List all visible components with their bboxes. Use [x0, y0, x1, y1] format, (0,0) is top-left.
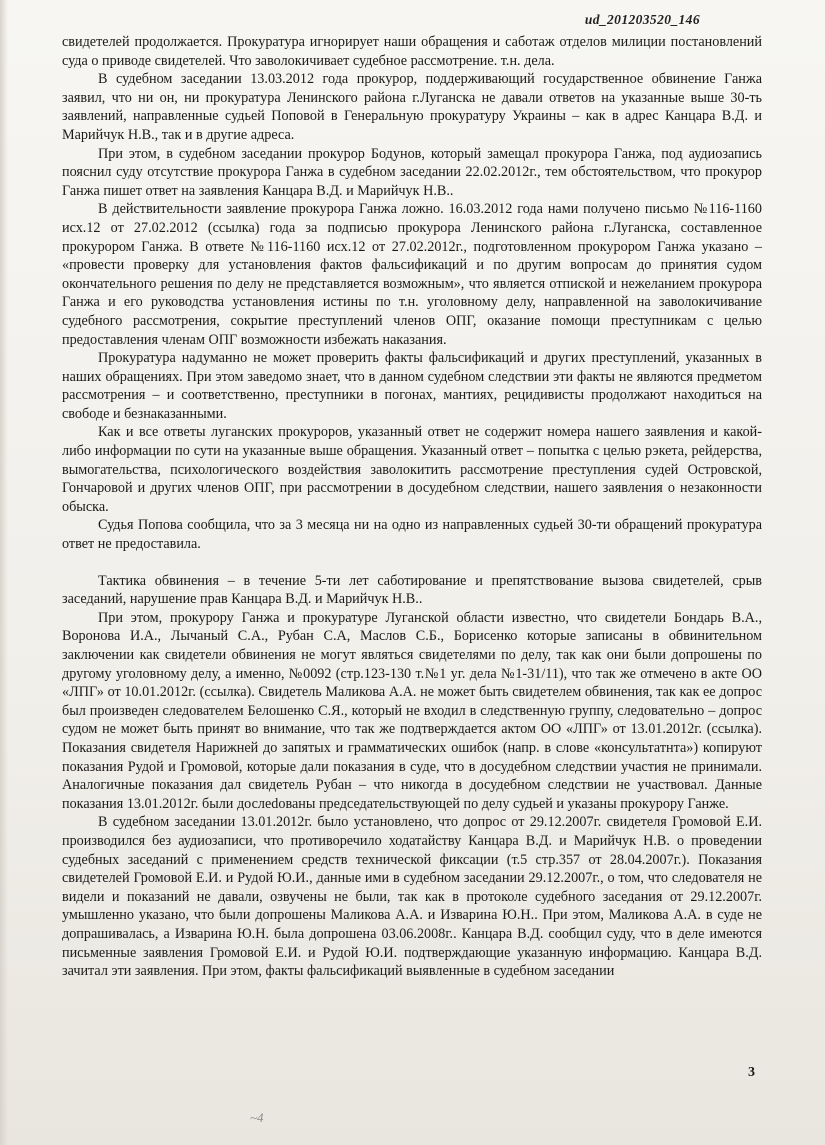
handwritten-mark: ~4	[250, 1110, 264, 1125]
paragraph: В судебном заседании 13.03.2012 года прокурор, поддерживающий государственное обвинение Ганжа заявил, что ни он, ни прокуратура Ленинского района г.Луганска не давали ответов на указанные выше 30-ть заявлений, направленные судьей Поповой в Генеральную прокуратуру Украины – как в адрес Канцара В.Д. и Марийчук Н.В., так и в другие адреса.	[62, 71, 762, 143]
paragraph: Судья Попова сообщила, что за 3 месяца ни на одно из направленных судьей 30-ти обращений прокуратура ответ не предоставила.	[62, 517, 762, 553]
scan-edge-shadow	[0, 0, 8, 1145]
paragraph: При этом, в судебном заседании прокурор Бодунов, который замещал прокурора Ганжа, под аудиозапись пояснил суду отсутствие прокурора Ганжа в судебном заседании 22.02.2012г., тем обстоятельством, что прокурор Ганжа пишет ответ на заявления Канцара В.Д. и Марийчук Н.В..	[62, 145, 762, 199]
paragraph: Тактика обвинения – в течение 5-ти лет саботирование и препятствование вызова свидетелей, срыв заседаний, нарушение прав Канцара В.Д. и Марийчук Н.В..	[62, 572, 762, 608]
page-number: 3	[748, 1065, 755, 1080]
paragraph: В судебном заседании 13.01.2012г. было установлено, что допрос от 29.12.2007г. свидетеля Громовой Е.И. производился без аудиозаписи, что противоречило ходатайству Канцара В.Д. и Марийчук Н.В. о проведении судебных заседаний с применением средств технической фиксации (т.5 стр.357 от 28.04.2007г.). Показания свидетелей Громовой Е.И. и Рудой Ю.И., данные ими в судебном заседании 29.12.2007г., о том, что следователя не видели и показаний не давали, озвучены не были, так как в протоколе судебного заседания от 29.12.2007г. умышленно указано, что были допрошены Маликова А.А. и Изварина Ю.Н.. При этом, Маликова А.А. в суде не допрашивалась, а Изварина Ю.Н. была допрошена 03.06.2008г.. Канцара В.Д. сообщил суду, что в деле имеются письменные заявления Громовой Е.И. и Рудой Ю.И. подтверждающие указанную информацию. Канцара В.Д. зачитал эти заявления. При этом, факты фальсификаций выявленные в судебном заседании	[62, 814, 762, 980]
document-body	[62, 33, 762, 981]
paragraph: Прокуратура надуманно не может проверить факты фальсификаций и других преступлений, указанных в наших обращениях. При этом заведомо знает, что в данном судебном следствии эти факты не являются предметом рассмотрения – и соответственно, преступники в погонах, мантиях, рецидивисты продолжают находиться на свободе и безнаказанными.	[62, 350, 762, 422]
paragraph: В действительности заявление прокурора Ганжа ложно. 16.03.2012 года нами получено письмо №116-1160 исх.12 от 27.02.2012 (ссылка) года за подписью прокурора Ленинского района г.Луганска, составленное прокурором Ганжа. В ответе №116-1160 исх.12 от 27.02.2012г., подготовленном прокурором Ганжа указано – «провести проверку для установления фактов фальсификаций и по другим вопросам до принятия судом окончательного решения по делу не представляется возможным», что является отпиской и нежеланием прокурора Ганжа и его руководства установления истины по т.н. уголовному делу, направленной на заволокичивание судебного рассмотрения, сокрытие преступлений членов ОПГ, оказание помощи преступникам с целью предоставления членам ОПГ возможности избежать наказания.	[62, 201, 762, 348]
document-id: ud_201203520_146	[584, 12, 700, 27]
paragraph: свидетелей продолжается. Прокуратура игнорирует наши обращения и саботаж отделов милиции постановлений суда о приводе свидетелей. Что заволокичивает судебное рассмотрение. т.н. дела.	[62, 34, 762, 69]
paragraph: При этом, прокурору Ганжа и прокуратуре Луганской области известно, что свидетели Бондарь В.А., Воронова И.А., Лычаный С.А., Рубан С.А, Маслов С.Б., Борисенко которые записаны в обвинительном заключении как свидетели обвинения не могут являться свидетелями по делу, так как они были допрошены по другому уголовному делу, а именно, №0092 (стр.123-130 т.№1 уг. дела №1-31/11), что так же отмечено в акте ОО «ЛПГ» от 10.01.2012г. (ссылка). Свидетель Маликова А.А. не может быть свидетелем обвинения, так как ее допрос был произведен следователем Белошенко С.Я., который не входил в следственную группу, следовательно – допрос судом не может быть принят во внимание, что так же подтверждается актом ОО «ЛПГ» от 13.01.2012г. (ссылка). Показания свидетеля Нарижней до запятых и грамматических ошибок (напр. в слове «консультатнта») копируют показания Рудой и Громовой, которые дали показания в суде, что в досудебном следствии участия не принимали. Аналогичные показания дал свидетель Рубан – что никогда в досудебном следствии не участвовал. Данные показания 13.01.2012г. были дослedованы председательствующей по делу судьей и указаны прокурору Ганже.	[62, 609, 762, 812]
paragraph: Как и все ответы луганских прокуроров, указанный ответ не содержит номера нашего заявления и какой-либо информации по сути на указанные выше обращения. Указанный ответ – попытка с целью рэкета, рейдерства, вымогательства, психологического воздействия заволокитить рассмотрение преступления судей Островской, Гончаровой и других членов ОПГ, при рассмотрении в досудебном следствии, нашего заявления о незаконности обыска.	[62, 424, 762, 515]
